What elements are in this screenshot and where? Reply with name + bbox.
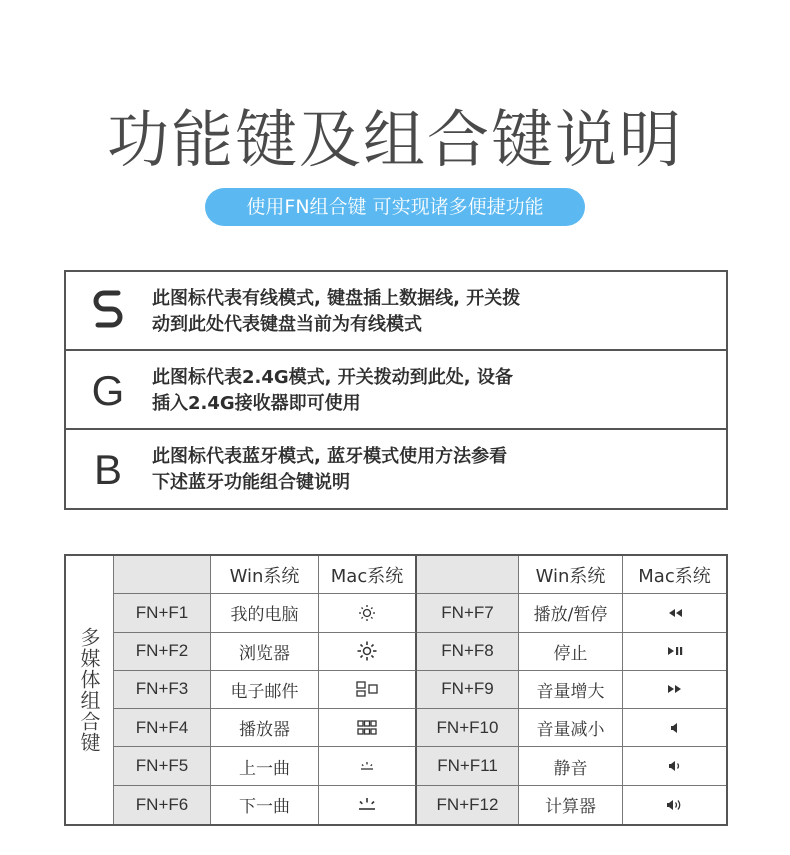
key-cell: FN+F4 bbox=[114, 709, 211, 747]
win-cell: 电子邮件 bbox=[211, 671, 319, 709]
rewind-icon bbox=[623, 594, 726, 632]
volume-up-icon bbox=[623, 786, 726, 824]
key-cell: FN+F3 bbox=[114, 671, 211, 709]
side-label: 多媒体组合键 bbox=[66, 556, 114, 824]
key-cell: FN+F9 bbox=[417, 671, 519, 709]
brightness-down-icon bbox=[319, 594, 417, 632]
key-cell: FN+F8 bbox=[417, 633, 519, 671]
win-cell: 下一曲 bbox=[211, 786, 319, 824]
header-win: Win系统 bbox=[519, 556, 623, 594]
win-cell: 静音 bbox=[519, 747, 623, 785]
key-cell: FN+F11 bbox=[417, 747, 519, 785]
letter-g-icon: G bbox=[91, 367, 125, 414]
key-cell: FN+F12 bbox=[417, 786, 519, 824]
header-blank bbox=[114, 556, 211, 594]
win-cell: 我的电脑 bbox=[211, 594, 319, 632]
play-pause-icon bbox=[623, 633, 726, 671]
mode-desc-line2: 插入2.4G接收器即可使用 bbox=[152, 393, 361, 414]
header-win: Win系统 bbox=[211, 556, 319, 594]
mode-row-24g bbox=[66, 351, 726, 430]
win-cell: 播放/暂停 bbox=[519, 594, 623, 632]
keyboard-light-up-icon bbox=[319, 786, 417, 824]
mode-desc-line1: 此图标代表有线模式, 键盘插上数据线, 开关拨 bbox=[152, 288, 521, 309]
mode-desc-line2: 动到此处代表键盘当前为有线模式 bbox=[152, 314, 422, 335]
mode-desc-line2: 下述蓝牙功能组合键说明 bbox=[152, 472, 350, 493]
mission-control-icon bbox=[319, 671, 417, 709]
key-cell: FN+F6 bbox=[114, 786, 211, 824]
cable-icon bbox=[80, 284, 136, 340]
mode-row-wired bbox=[66, 272, 726, 351]
win-cell: 浏览器 bbox=[211, 633, 319, 671]
mute-icon bbox=[623, 709, 726, 747]
brightness-up-icon bbox=[319, 633, 417, 671]
win-cell: 音量减小 bbox=[519, 709, 623, 747]
header-mac: Mac系统 bbox=[623, 556, 726, 594]
keyboard-light-down-icon bbox=[319, 747, 417, 785]
mode-desc-line1: 此图标代表蓝牙模式, 蓝牙模式使用方法参看 bbox=[152, 446, 508, 467]
subtitle-badge: 使用FN组合键 可实现诸多便捷功能 bbox=[205, 188, 585, 226]
win-cell: 音量增大 bbox=[519, 671, 623, 709]
page-title: 功能键及组合键说明 bbox=[106, 103, 683, 176]
key-cell: FN+F7 bbox=[417, 594, 519, 632]
win-cell: 上一曲 bbox=[211, 747, 319, 785]
fast-forward-icon bbox=[623, 671, 726, 709]
shortcut-grid bbox=[114, 556, 726, 824]
key-cell: FN+F1 bbox=[114, 594, 211, 632]
win-cell: 播放器 bbox=[211, 709, 319, 747]
key-cell: FN+F5 bbox=[114, 747, 211, 785]
key-cell: FN+F10 bbox=[417, 709, 519, 747]
volume-down-icon bbox=[623, 747, 726, 785]
launchpad-icon bbox=[319, 709, 417, 747]
mode-desc-line1: 此图标代表2.4G模式, 开关拨动到此处, 设备 bbox=[152, 367, 513, 388]
mode-list bbox=[64, 270, 728, 510]
mode-row-bluetooth bbox=[66, 430, 726, 509]
win-cell: 停止 bbox=[519, 633, 623, 671]
bluetooth-icon: B bbox=[93, 446, 122, 493]
shortcut-table bbox=[64, 554, 728, 826]
header-mac: Mac系统 bbox=[319, 556, 417, 594]
win-cell: 计算器 bbox=[519, 786, 623, 824]
key-cell: FN+F2 bbox=[114, 633, 211, 671]
header-blank bbox=[417, 556, 519, 594]
